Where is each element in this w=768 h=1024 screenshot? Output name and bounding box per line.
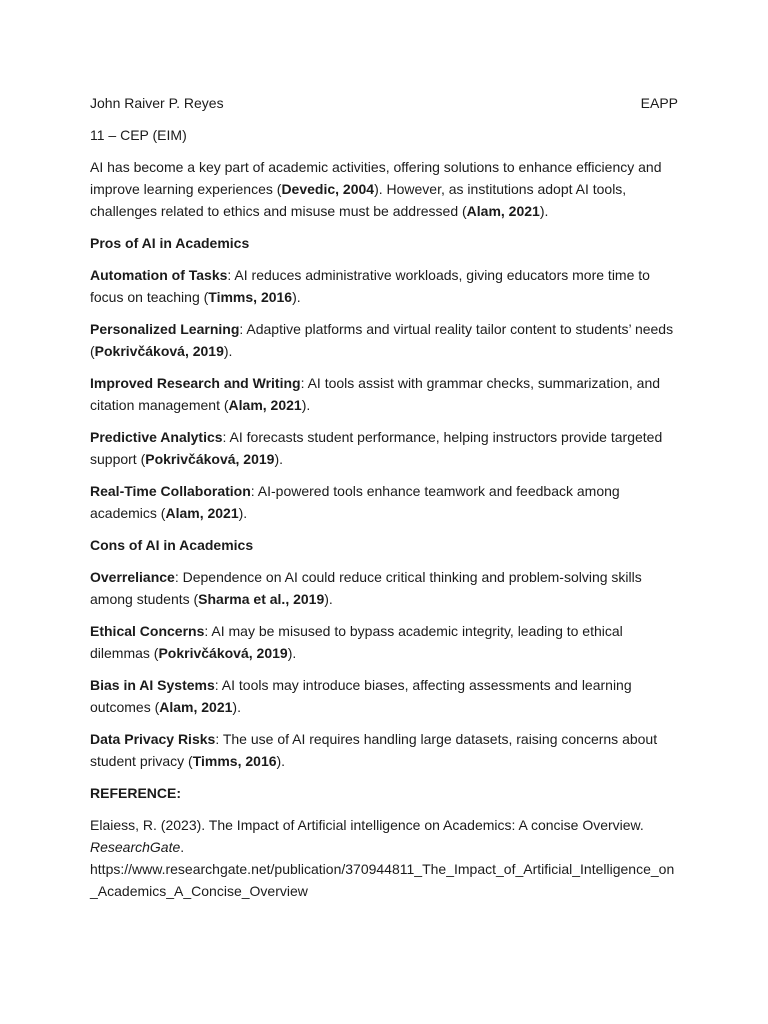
citation: Pokrivčáková, 2019 [94, 343, 224, 359]
document-page [90, 92, 678, 912]
pros-item: Automation of Tasks: AI reduces administrative workloads, giving educators more time to focus on teaching (Timms, 2016). [90, 267, 650, 305]
item-term: Personalized Learning [90, 321, 240, 337]
citation: Devedic, 2004 [281, 181, 375, 197]
item-term: Bias in AI Systems [90, 677, 215, 693]
reference-source: ResearchGate [90, 839, 181, 855]
reference-entry: Elaiess, R. (2023). The Impact of Artificial intelligence on Academics: A concise Overview. ResearchGate. https://www.researchgate.net/publication/370944811_The_Impact_of_Artificial_Intelligence_on_Academics_A_Concise_Overview [90, 817, 675, 899]
citation: Timms, 2016 [192, 753, 277, 769]
citation: Sharma et al., 2019 [198, 591, 325, 607]
item-term: Predictive Analytics [90, 429, 223, 445]
citation: Alam, 2021 [165, 505, 239, 521]
item-term: Data Privacy Risks [90, 731, 216, 747]
intro-paragraph: AI has become a key part of academic activities, offering solutions to enhance efficiency and improve learning experiences (Devedic, 2004). However, as institutions adopt AI tools, challenges related to ethics and misuse must be addressed (Alam, 2021). [90, 159, 662, 219]
cons-item: Overreliance: Dependence on AI could reduce critical thinking and problem-solving skills among students (Sharma et al., 2019). [90, 569, 642, 607]
cons-item: Bias in AI Systems: AI tools may introduce biases, affecting assessments and learning outcomes (Alam, 2021). [90, 677, 632, 715]
cons-heading: Cons of AI in Academics [90, 537, 254, 553]
item-term: Overreliance [90, 569, 175, 585]
item-term: Ethical Concerns [90, 623, 205, 639]
reference-url[interactable]: https://www.researchgate.net/publication/370944811_The_Impact_of_Artificial_Intelligence_on_Academics_A_Concise_Overview [90, 861, 675, 899]
citation: Alam, 2021 [228, 397, 302, 413]
cons-item: Data Privacy Risks: The use of AI requires handling large datasets, raising concerns about student privacy (Timms, 2016). [90, 731, 658, 769]
item-term: Improved Research and Writing [90, 375, 301, 391]
author-name: John Raiver P. Reyes [90, 95, 224, 111]
citation: Alam, 2021 [466, 203, 540, 219]
pros-item: Personalized Learning: Adaptive platforms and virtual reality tailor content to students’ needs (Pokrivčáková, 2019). [90, 321, 674, 359]
pros-item: Improved Research and Writing: AI tools assist with grammar checks, summarization, and citation management (Alam, 2021). [90, 375, 661, 413]
pros-heading: Pros of AI in Academics [90, 235, 250, 251]
citation: Pokrivčáková, 2019 [158, 645, 288, 661]
citation: Pokrivčáková, 2019 [145, 451, 275, 467]
citation: Alam, 2021 [159, 699, 233, 715]
header-row [90, 92, 678, 114]
item-term: Real-Time Collaboration [90, 483, 251, 499]
item-term: Automation of Tasks [90, 267, 228, 283]
citation: Timms, 2016 [208, 289, 293, 305]
pros-item: Predictive Analytics: AI forecasts student performance, helping instructors provide targeted support (Pokrivčáková, 2019). [90, 429, 663, 467]
course-code: EAPP [640, 95, 678, 111]
section-label: 11 – CEP (EIM) [90, 127, 187, 143]
reference-heading: REFERENCE: [90, 785, 182, 801]
pros-item: Real-Time Collaboration: AI-powered tools enhance teamwork and feedback among academics (Alam, 2021). [90, 483, 620, 521]
cons-item: Ethical Concerns: AI may be misused to bypass academic integrity, leading to ethical dilemmas (Pokrivčáková, 2019). [90, 623, 623, 661]
